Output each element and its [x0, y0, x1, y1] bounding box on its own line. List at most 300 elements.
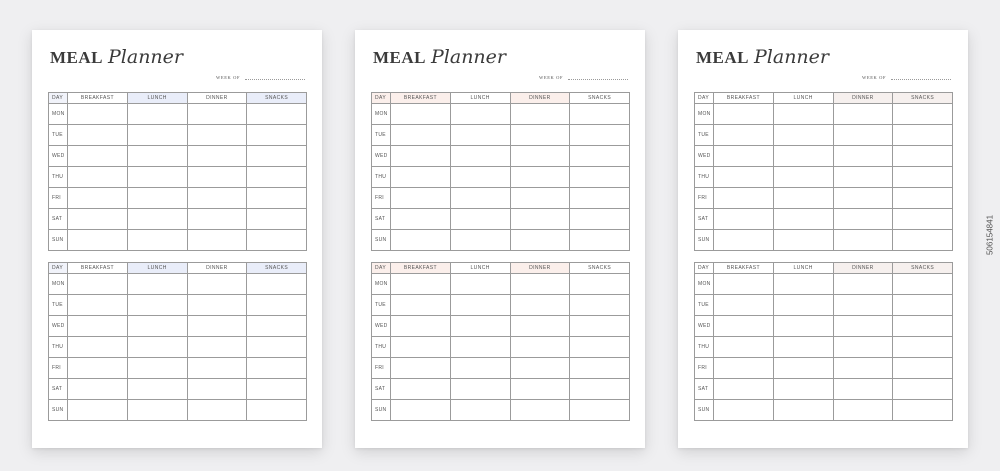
column-header-lunch: LUNCH	[773, 263, 833, 274]
meal-cell[interactable]	[127, 188, 187, 209]
table-header-row	[372, 263, 630, 274]
meal-cell[interactable]	[893, 167, 953, 188]
meal-cell[interactable]	[833, 125, 893, 146]
meal-cell[interactable]	[714, 358, 774, 379]
meal-cell[interactable]	[247, 337, 307, 358]
meal-cell[interactable]	[570, 274, 630, 295]
table-row	[372, 167, 630, 188]
meal-cell[interactable]	[510, 379, 570, 400]
day-label: THU	[695, 337, 714, 358]
meal-cell[interactable]	[450, 167, 510, 188]
meal-cell[interactable]	[893, 295, 953, 316]
column-header-snacks: SNACKS	[893, 93, 953, 104]
meal-cell[interactable]	[68, 125, 128, 146]
table-row	[372, 274, 630, 295]
day-label: TUE	[695, 125, 714, 146]
meal-cell[interactable]	[127, 295, 187, 316]
column-header-breakfast: BREAKFAST	[391, 93, 451, 104]
meal-cell[interactable]	[68, 188, 128, 209]
day-label: THU	[49, 337, 68, 358]
meal-cell[interactable]	[773, 337, 833, 358]
column-header-day: DAY	[49, 263, 68, 274]
meal-cell[interactable]	[833, 400, 893, 421]
week-of-label: WEEK OF	[539, 75, 564, 80]
meal-cell[interactable]	[127, 167, 187, 188]
meal-cell[interactable]	[391, 379, 451, 400]
table-row	[372, 400, 630, 421]
week-of-field	[539, 75, 628, 80]
meal-cell[interactable]	[450, 337, 510, 358]
column-header-dinner: DINNER	[833, 263, 893, 274]
day-label: WED	[695, 146, 714, 167]
meal-cell[interactable]	[510, 230, 570, 251]
meal-cell[interactable]	[833, 146, 893, 167]
column-header-dinner: DINNER	[187, 93, 247, 104]
day-label: SUN	[695, 230, 714, 251]
table-row	[372, 358, 630, 379]
meal-cell[interactable]	[68, 274, 128, 295]
meal-cell[interactable]	[247, 125, 307, 146]
meal-cell[interactable]	[714, 379, 774, 400]
meal-cell[interactable]	[187, 167, 247, 188]
day-label: TUE	[372, 125, 391, 146]
planner-title	[373, 46, 506, 68]
meal-cell[interactable]	[187, 358, 247, 379]
meal-cell[interactable]	[450, 230, 510, 251]
meal-cell[interactable]	[450, 400, 510, 421]
meal-cell[interactable]	[247, 379, 307, 400]
meal-cell[interactable]	[391, 316, 451, 337]
meal-cell[interactable]	[247, 104, 307, 125]
meal-cell[interactable]	[833, 316, 893, 337]
day-label: SAT	[695, 379, 714, 400]
meal-cell[interactable]	[833, 274, 893, 295]
table-row	[49, 400, 307, 421]
table-row	[695, 400, 953, 421]
day-label: FRI	[49, 188, 68, 209]
meal-cell[interactable]	[391, 188, 451, 209]
day-label: SUN	[372, 230, 391, 251]
meal-cell[interactable]	[187, 146, 247, 167]
day-label: SUN	[49, 400, 68, 421]
meal-cell[interactable]	[893, 379, 953, 400]
title-planner: Planner	[754, 46, 829, 68]
meal-cell[interactable]	[450, 125, 510, 146]
meal-cell[interactable]	[247, 358, 307, 379]
meal-cell[interactable]	[187, 125, 247, 146]
meal-cell[interactable]	[127, 209, 187, 230]
meal-cell[interactable]	[510, 104, 570, 125]
meal-cell[interactable]	[68, 316, 128, 337]
meal-cell[interactable]	[127, 358, 187, 379]
day-label: SAT	[372, 209, 391, 230]
planner-page-3	[678, 30, 968, 448]
meal-cell[interactable]	[510, 295, 570, 316]
table-row	[372, 146, 630, 167]
meal-cell[interactable]	[773, 146, 833, 167]
meal-cell[interactable]	[893, 358, 953, 379]
meal-cell[interactable]	[450, 316, 510, 337]
meal-cell[interactable]	[68, 104, 128, 125]
meal-cell[interactable]	[714, 230, 774, 251]
meal-cell[interactable]	[893, 316, 953, 337]
meal-cell[interactable]	[893, 146, 953, 167]
meal-cell[interactable]	[391, 104, 451, 125]
column-header-dinner: DINNER	[510, 93, 570, 104]
column-header-snacks: SNACKS	[570, 263, 630, 274]
day-label: TUE	[49, 125, 68, 146]
meal-cell[interactable]	[773, 230, 833, 251]
planner-page-2	[355, 30, 645, 448]
day-label: WED	[695, 316, 714, 337]
day-label: THU	[49, 167, 68, 188]
meal-cell[interactable]	[773, 167, 833, 188]
table-row	[49, 188, 307, 209]
day-label: TUE	[695, 295, 714, 316]
meal-cell[interactable]	[391, 400, 451, 421]
table-row	[49, 167, 307, 188]
table-row	[695, 337, 953, 358]
column-header-day: DAY	[695, 263, 714, 274]
meal-cell[interactable]	[570, 358, 630, 379]
meal-cell[interactable]	[510, 400, 570, 421]
meal-cell[interactable]	[714, 125, 774, 146]
week-of-line	[891, 75, 951, 80]
meal-cell[interactable]	[833, 188, 893, 209]
meal-cell[interactable]	[127, 146, 187, 167]
meal-cell[interactable]	[127, 316, 187, 337]
table-row	[372, 295, 630, 316]
title-meal: MEAL	[50, 48, 103, 67]
meal-cell[interactable]	[510, 146, 570, 167]
week-of-label: WEEK OF	[862, 75, 887, 80]
table-row	[372, 104, 630, 125]
column-header-breakfast: BREAKFAST	[391, 263, 451, 274]
meal-cell[interactable]	[247, 274, 307, 295]
meal-cell[interactable]	[773, 358, 833, 379]
meal-cell[interactable]	[247, 400, 307, 421]
day-label: TUE	[372, 295, 391, 316]
table-row	[49, 316, 307, 337]
meal-cell[interactable]	[68, 295, 128, 316]
meal-cell[interactable]	[247, 146, 307, 167]
meal-cell[interactable]	[450, 188, 510, 209]
meal-cell[interactable]	[833, 295, 893, 316]
column-header-snacks: SNACKS	[893, 263, 953, 274]
stock-image-id: 506154841	[985, 214, 995, 256]
table-header-row	[49, 93, 307, 104]
column-header-snacks: SNACKS	[247, 93, 307, 104]
table-row	[695, 188, 953, 209]
meal-cell[interactable]	[450, 104, 510, 125]
meal-cell[interactable]	[187, 400, 247, 421]
planner-title	[50, 46, 183, 68]
meal-cell[interactable]	[68, 400, 128, 421]
day-label: FRI	[372, 358, 391, 379]
meal-cell[interactable]	[893, 104, 953, 125]
meal-cell[interactable]	[714, 295, 774, 316]
meal-cell[interactable]	[68, 167, 128, 188]
table-row	[49, 209, 307, 230]
meal-cell[interactable]	[773, 316, 833, 337]
column-header-day: DAY	[695, 93, 714, 104]
column-header-dinner: DINNER	[833, 93, 893, 104]
meal-cell[interactable]	[391, 146, 451, 167]
meal-cell[interactable]	[893, 230, 953, 251]
meal-cell[interactable]	[833, 230, 893, 251]
day-label: WED	[372, 316, 391, 337]
meal-cell[interactable]	[247, 167, 307, 188]
day-label: WED	[372, 146, 391, 167]
week-of-field	[216, 75, 305, 80]
meal-cell[interactable]	[68, 337, 128, 358]
meal-cell[interactable]	[833, 337, 893, 358]
column-header-breakfast: BREAKFAST	[68, 93, 128, 104]
day-label: MON	[372, 274, 391, 295]
meal-cell[interactable]	[833, 167, 893, 188]
meal-cell[interactable]	[247, 295, 307, 316]
meal-cell[interactable]	[247, 209, 307, 230]
day-label: FRI	[695, 188, 714, 209]
meal-cell[interactable]	[893, 125, 953, 146]
meal-cell[interactable]	[773, 188, 833, 209]
meal-cell[interactable]	[391, 167, 451, 188]
table-row	[49, 104, 307, 125]
meal-cell[interactable]	[570, 379, 630, 400]
title-meal: MEAL	[696, 48, 749, 67]
day-label: SAT	[372, 379, 391, 400]
day-label: THU	[695, 167, 714, 188]
week-of-field	[862, 75, 951, 80]
meal-cell[interactable]	[773, 295, 833, 316]
meal-cell[interactable]	[714, 316, 774, 337]
day-label: THU	[372, 337, 391, 358]
column-header-dinner: DINNER	[187, 263, 247, 274]
meal-cell[interactable]	[391, 274, 451, 295]
meal-cell[interactable]	[247, 188, 307, 209]
meal-cell[interactable]	[773, 125, 833, 146]
meal-cell[interactable]	[570, 295, 630, 316]
meal-cell[interactable]	[833, 209, 893, 230]
meal-table-1	[694, 92, 953, 251]
meal-cell[interactable]	[714, 337, 774, 358]
meal-cell[interactable]	[893, 400, 953, 421]
meal-cell[interactable]	[247, 316, 307, 337]
column-header-breakfast: BREAKFAST	[714, 93, 774, 104]
meal-cell[interactable]	[510, 274, 570, 295]
meal-cell[interactable]	[187, 274, 247, 295]
meal-cell[interactable]	[450, 274, 510, 295]
meal-cell[interactable]	[773, 209, 833, 230]
column-header-lunch: LUNCH	[773, 93, 833, 104]
table-row	[695, 125, 953, 146]
week-of-label: WEEK OF	[216, 75, 241, 80]
meal-cell[interactable]	[247, 230, 307, 251]
meal-cell[interactable]	[187, 337, 247, 358]
meal-cell[interactable]	[127, 379, 187, 400]
meal-cell[interactable]	[187, 379, 247, 400]
table-row	[372, 337, 630, 358]
meal-cell[interactable]	[714, 146, 774, 167]
day-label: FRI	[49, 358, 68, 379]
meal-cell[interactable]	[391, 125, 451, 146]
meal-cell[interactable]	[570, 400, 630, 421]
day-label: WED	[49, 316, 68, 337]
meal-cell[interactable]	[893, 337, 953, 358]
table-header-row	[695, 263, 953, 274]
day-label: MON	[49, 274, 68, 295]
meal-cell[interactable]	[510, 167, 570, 188]
meal-cell[interactable]	[833, 104, 893, 125]
meal-cell[interactable]	[187, 316, 247, 337]
table-row	[372, 209, 630, 230]
meal-cell[interactable]	[187, 209, 247, 230]
meal-cell[interactable]	[68, 379, 128, 400]
meal-cell[interactable]	[450, 379, 510, 400]
table-row	[372, 230, 630, 251]
meal-cell[interactable]	[833, 379, 893, 400]
week-of-line	[568, 75, 628, 80]
column-header-day: DAY	[372, 263, 391, 274]
table-row	[372, 125, 630, 146]
meal-cell[interactable]	[714, 209, 774, 230]
meal-cell[interactable]	[391, 295, 451, 316]
meal-cell[interactable]	[391, 358, 451, 379]
meal-cell[interactable]	[570, 209, 630, 230]
table-row	[695, 316, 953, 337]
meal-cell[interactable]	[450, 209, 510, 230]
table-row	[695, 209, 953, 230]
day-label: SUN	[49, 230, 68, 251]
meal-cell[interactable]	[187, 295, 247, 316]
column-header-day: DAY	[372, 93, 391, 104]
meal-cell[interactable]	[450, 146, 510, 167]
meal-cell[interactable]	[833, 358, 893, 379]
column-header-snacks: SNACKS	[247, 263, 307, 274]
day-label: SAT	[695, 209, 714, 230]
table-header-row	[372, 93, 630, 104]
meal-cell[interactable]	[773, 104, 833, 125]
meal-cell[interactable]	[570, 188, 630, 209]
meal-cell[interactable]	[714, 400, 774, 421]
table-row	[49, 230, 307, 251]
planner-title	[696, 46, 829, 68]
column-header-breakfast: BREAKFAST	[714, 263, 774, 274]
meal-cell[interactable]	[127, 230, 187, 251]
column-header-day: DAY	[49, 93, 68, 104]
meal-cell[interactable]	[187, 230, 247, 251]
meal-cell[interactable]	[714, 188, 774, 209]
table-row	[49, 146, 307, 167]
meal-cell[interactable]	[187, 104, 247, 125]
meal-cell[interactable]	[510, 188, 570, 209]
day-label: FRI	[695, 358, 714, 379]
meal-cell[interactable]	[510, 209, 570, 230]
meal-table-1	[48, 92, 307, 251]
table-row	[695, 274, 953, 295]
table-row	[695, 230, 953, 251]
day-label: TUE	[49, 295, 68, 316]
meal-cell[interactable]	[570, 316, 630, 337]
meal-cell[interactable]	[773, 400, 833, 421]
day-label: SAT	[49, 379, 68, 400]
meal-cell[interactable]	[510, 337, 570, 358]
table-row	[695, 379, 953, 400]
table-row	[49, 358, 307, 379]
meal-cell[interactable]	[570, 146, 630, 167]
meal-cell[interactable]	[127, 337, 187, 358]
title-meal: MEAL	[373, 48, 426, 67]
meal-cell[interactable]	[570, 337, 630, 358]
meal-table-2	[694, 262, 953, 421]
table-row	[695, 146, 953, 167]
meal-cell[interactable]	[893, 274, 953, 295]
meal-cell[interactable]	[68, 209, 128, 230]
day-label: MON	[372, 104, 391, 125]
meal-cell[interactable]	[714, 104, 774, 125]
meal-cell[interactable]	[714, 167, 774, 188]
meal-cell[interactable]	[68, 230, 128, 251]
meal-cell[interactable]	[570, 104, 630, 125]
meal-cell[interactable]	[773, 274, 833, 295]
meal-cell[interactable]	[391, 209, 451, 230]
meal-cell[interactable]	[510, 358, 570, 379]
meal-cell[interactable]	[127, 104, 187, 125]
meal-table-1	[371, 92, 630, 251]
meal-cell[interactable]	[510, 125, 570, 146]
day-label: MON	[49, 104, 68, 125]
title-planner: Planner	[431, 46, 506, 68]
column-header-dinner: DINNER	[510, 263, 570, 274]
meal-cell[interactable]	[570, 230, 630, 251]
day-label: MON	[695, 274, 714, 295]
day-label: WED	[49, 146, 68, 167]
table-row	[372, 188, 630, 209]
table-row	[695, 358, 953, 379]
meal-cell[interactable]	[127, 400, 187, 421]
meal-cell[interactable]	[570, 167, 630, 188]
meal-table-2	[371, 262, 630, 421]
day-label: MON	[695, 104, 714, 125]
meal-cell[interactable]	[450, 295, 510, 316]
meal-cell[interactable]	[391, 337, 451, 358]
meal-cell[interactable]	[773, 379, 833, 400]
table-header-row	[49, 263, 307, 274]
meal-cell[interactable]	[187, 188, 247, 209]
column-header-lunch: LUNCH	[127, 263, 187, 274]
meal-cell[interactable]	[391, 230, 451, 251]
meal-cell[interactable]	[68, 358, 128, 379]
meal-cell[interactable]	[893, 188, 953, 209]
meal-cell[interactable]	[127, 274, 187, 295]
table-row	[49, 379, 307, 400]
column-header-breakfast: BREAKFAST	[68, 263, 128, 274]
week-of-line	[245, 75, 305, 80]
meal-cell[interactable]	[68, 146, 128, 167]
column-header-lunch: LUNCH	[450, 263, 510, 274]
meal-cell[interactable]	[510, 316, 570, 337]
day-label: FRI	[372, 188, 391, 209]
meal-table-2	[48, 262, 307, 421]
meal-cell[interactable]	[570, 125, 630, 146]
meal-cell[interactable]	[127, 125, 187, 146]
table-row	[695, 167, 953, 188]
meal-cell[interactable]	[450, 358, 510, 379]
day-label: SAT	[49, 209, 68, 230]
meal-cell[interactable]	[893, 209, 953, 230]
meal-cell[interactable]	[714, 274, 774, 295]
table-row	[49, 125, 307, 146]
